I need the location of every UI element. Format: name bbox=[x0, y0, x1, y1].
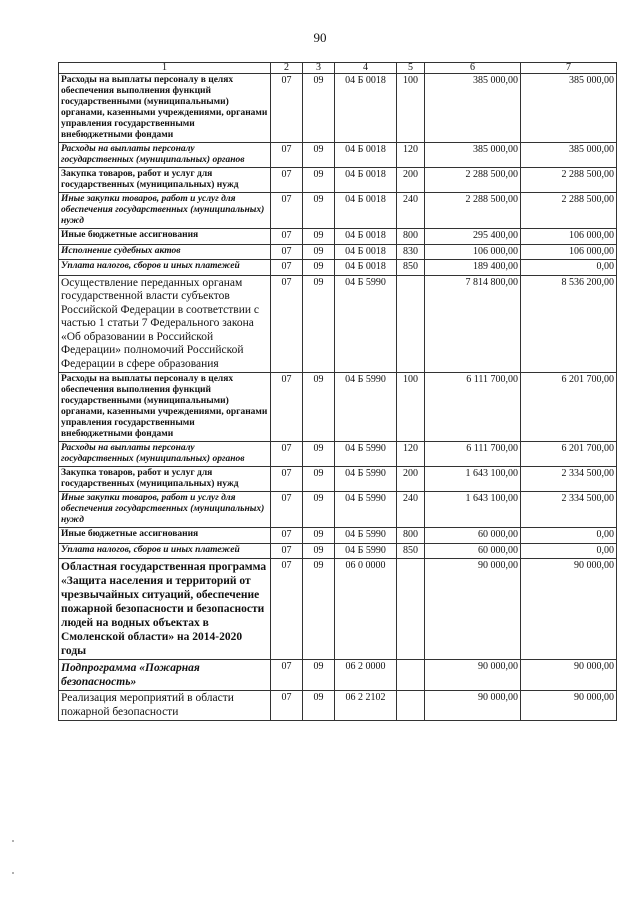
table-row bbox=[59, 74, 617, 143]
table-row bbox=[59, 244, 617, 260]
table-row bbox=[59, 260, 617, 276]
row-target-article: 04 Б 0018 bbox=[335, 74, 397, 143]
row-amount-year-1: 106 000,00 bbox=[425, 244, 521, 260]
row-expense-type: 850 bbox=[397, 260, 425, 276]
row-amount-year-2: 6 201 700,00 bbox=[521, 442, 617, 467]
row-target-article: 04 Б 0018 bbox=[335, 193, 397, 229]
row-name: Областная государственная программа «Защита населения и территорий от чрезвычайных ситуаций, обеспечение пожарной безопасности и безопасности людей на водных объектах в Смоленской области» на 2014-2020 годы bbox=[59, 559, 271, 660]
table-row bbox=[59, 229, 617, 245]
row-amount-year-2: 90 000,00 bbox=[521, 660, 617, 691]
row-expense-type: 100 bbox=[397, 373, 425, 442]
row-name: Иные закупки товаров, работ и услуг для обеспечения государственных (муниципальных) нужд bbox=[59, 193, 271, 229]
row-subsection: 09 bbox=[303, 467, 335, 492]
row-target-article: 06 2 0000 bbox=[335, 660, 397, 691]
row-section: 07 bbox=[271, 442, 303, 467]
row-target-article: 04 Б 0018 bbox=[335, 260, 397, 276]
row-amount-year-2: 385 000,00 bbox=[521, 143, 617, 168]
row-section: 07 bbox=[271, 467, 303, 492]
row-subsection: 09 bbox=[303, 442, 335, 467]
row-section: 07 bbox=[271, 373, 303, 442]
row-subsection: 09 bbox=[303, 660, 335, 691]
table-row bbox=[59, 691, 617, 721]
row-subsection: 09 bbox=[303, 275, 335, 373]
row-section: 07 bbox=[271, 528, 303, 544]
row-section: 07 bbox=[271, 691, 303, 721]
header-col-1: 1 bbox=[59, 63, 271, 74]
scan-artifact bbox=[12, 872, 14, 874]
row-section: 07 bbox=[271, 260, 303, 276]
row-amount-year-1: 6 111 700,00 bbox=[425, 373, 521, 442]
row-expense-type: 850 bbox=[397, 543, 425, 559]
table-row bbox=[59, 168, 617, 193]
row-section: 07 bbox=[271, 492, 303, 528]
row-expense-type: 120 bbox=[397, 143, 425, 168]
row-subsection: 09 bbox=[303, 244, 335, 260]
row-amount-year-2: 0,00 bbox=[521, 528, 617, 544]
row-name: Расходы на выплаты персоналу государственных (муниципальных) органов bbox=[59, 143, 271, 168]
row-expense-type: 200 bbox=[397, 168, 425, 193]
row-expense-type: 240 bbox=[397, 193, 425, 229]
row-amount-year-2: 2 334 500,00 bbox=[521, 467, 617, 492]
row-amount-year-1: 385 000,00 bbox=[425, 74, 521, 143]
row-name: Осуществление переданных органам государственной власти субъектов Российской Федерации в соответствии с частью 1 статьи 7 Федерального закона «Об образовании в Российской Федерации» полномочий Российской Федерации в сфере образования bbox=[59, 275, 271, 373]
row-section: 07 bbox=[271, 660, 303, 691]
table-row bbox=[59, 467, 617, 492]
table-header-row bbox=[59, 63, 617, 74]
row-section: 07 bbox=[271, 543, 303, 559]
row-section: 07 bbox=[271, 244, 303, 260]
row-name: Уплата налогов, сборов и иных платежей bbox=[59, 543, 271, 559]
row-amount-year-2: 6 201 700,00 bbox=[521, 373, 617, 442]
row-section: 07 bbox=[271, 559, 303, 660]
row-subsection: 09 bbox=[303, 168, 335, 193]
row-section: 07 bbox=[271, 275, 303, 373]
row-amount-year-1: 6 111 700,00 bbox=[425, 442, 521, 467]
table-row bbox=[59, 143, 617, 168]
row-subsection: 09 bbox=[303, 143, 335, 168]
row-subsection: 09 bbox=[303, 691, 335, 721]
header-col-5: 5 bbox=[397, 63, 425, 74]
row-amount-year-2: 90 000,00 bbox=[521, 559, 617, 660]
page-number: 90 bbox=[313, 30, 327, 45]
row-section: 07 bbox=[271, 168, 303, 193]
row-expense-type: 120 bbox=[397, 442, 425, 467]
row-name: Исполнение судебных актов bbox=[59, 244, 271, 260]
row-amount-year-1: 90 000,00 bbox=[425, 660, 521, 691]
table-row bbox=[59, 559, 617, 660]
row-amount-year-2: 0,00 bbox=[521, 260, 617, 276]
row-name: Иные бюджетные ассигнования bbox=[59, 229, 271, 245]
row-target-article: 04 Б 0018 bbox=[335, 229, 397, 245]
row-expense-type bbox=[397, 691, 425, 721]
row-target-article: 04 Б 5990 bbox=[335, 543, 397, 559]
budget-table bbox=[58, 62, 617, 721]
row-amount-year-2: 385 000,00 bbox=[521, 74, 617, 143]
row-subsection: 09 bbox=[303, 492, 335, 528]
row-amount-year-1: 7 814 800,00 bbox=[425, 275, 521, 373]
row-target-article: 04 Б 5990 bbox=[335, 492, 397, 528]
row-expense-type: 100 bbox=[397, 74, 425, 143]
row-amount-year-1: 1 643 100,00 bbox=[425, 467, 521, 492]
row-name: Подпрограмма «Пожарная безопасность» bbox=[59, 660, 271, 691]
row-section: 07 bbox=[271, 143, 303, 168]
row-name: Расходы на выплаты персоналу государственных (муниципальных) органов bbox=[59, 442, 271, 467]
row-subsection: 09 bbox=[303, 74, 335, 143]
header-col-3: 3 bbox=[303, 63, 335, 74]
row-target-article: 04 Б 5990 bbox=[335, 373, 397, 442]
row-name: Реализация мероприятий в области пожарной безопасности bbox=[59, 691, 271, 721]
row-section: 07 bbox=[271, 193, 303, 229]
row-target-article: 04 Б 0018 bbox=[335, 168, 397, 193]
row-amount-year-1: 2 288 500,00 bbox=[425, 168, 521, 193]
row-name: Закупка товаров, работ и услуг для государственных (муниципальных) нужд bbox=[59, 467, 271, 492]
row-target-article: 06 0 0000 bbox=[335, 559, 397, 660]
row-name: Расходы на выплаты персоналу в целях обеспечения выполнения функций государственными (муниципальными) органами, казенными учреждениями, органами управления государственными внебюджетными фондами bbox=[59, 74, 271, 143]
row-subsection: 09 bbox=[303, 528, 335, 544]
row-name: Закупка товаров, работ и услуг для государственных (муниципальных) нужд bbox=[59, 168, 271, 193]
row-name: Иные бюджетные ассигнования bbox=[59, 528, 271, 544]
row-amount-year-1: 90 000,00 bbox=[425, 559, 521, 660]
table-row bbox=[59, 373, 617, 442]
row-expense-type bbox=[397, 559, 425, 660]
row-amount-year-2: 0,00 bbox=[521, 543, 617, 559]
row-subsection: 09 bbox=[303, 543, 335, 559]
row-amount-year-1: 295 400,00 bbox=[425, 229, 521, 245]
row-expense-type: 200 bbox=[397, 467, 425, 492]
row-subsection: 09 bbox=[303, 260, 335, 276]
row-amount-year-1: 60 000,00 bbox=[425, 528, 521, 544]
row-amount-year-2: 8 536 200,00 bbox=[521, 275, 617, 373]
header-col-2: 2 bbox=[271, 63, 303, 74]
row-target-article: 04 Б 5990 bbox=[335, 528, 397, 544]
row-target-article: 04 Б 5990 bbox=[335, 275, 397, 373]
header-col-6: 6 bbox=[425, 63, 521, 74]
row-subsection: 09 bbox=[303, 229, 335, 245]
table-row bbox=[59, 442, 617, 467]
table-row bbox=[59, 275, 617, 373]
row-name: Расходы на выплаты персоналу в целях обеспечения выполнения функций государственными (муниципальными) органами, казенными учреждениями, органами управления государственными внебюджетными фондами bbox=[59, 373, 271, 442]
row-amount-year-1: 2 288 500,00 bbox=[425, 193, 521, 229]
row-amount-year-1: 90 000,00 bbox=[425, 691, 521, 721]
row-name: Уплата налогов, сборов и иных платежей bbox=[59, 260, 271, 276]
row-target-article: 04 Б 5990 bbox=[335, 467, 397, 492]
row-subsection: 09 bbox=[303, 373, 335, 442]
table-row bbox=[59, 660, 617, 691]
scan-artifact bbox=[12, 840, 14, 842]
row-amount-year-1: 60 000,00 bbox=[425, 543, 521, 559]
row-target-article: 04 Б 0018 bbox=[335, 244, 397, 260]
row-amount-year-2: 2 334 500,00 bbox=[521, 492, 617, 528]
row-target-article: 04 Б 0018 bbox=[335, 143, 397, 168]
row-amount-year-2: 2 288 500,00 bbox=[521, 193, 617, 229]
table-row bbox=[59, 492, 617, 528]
row-name: Иные закупки товаров, работ и услуг для обеспечения государственных (муниципальных) нужд bbox=[59, 492, 271, 528]
row-target-article: 06 2 2102 bbox=[335, 691, 397, 721]
row-target-article: 04 Б 5990 bbox=[335, 442, 397, 467]
row-amount-year-2: 106 000,00 bbox=[521, 229, 617, 245]
row-expense-type: 800 bbox=[397, 229, 425, 245]
row-subsection: 09 bbox=[303, 559, 335, 660]
row-amount-year-1: 189 400,00 bbox=[425, 260, 521, 276]
row-subsection: 09 bbox=[303, 193, 335, 229]
row-section: 07 bbox=[271, 229, 303, 245]
row-expense-type: 830 bbox=[397, 244, 425, 260]
row-expense-type: 240 bbox=[397, 492, 425, 528]
row-amount-year-1: 385 000,00 bbox=[425, 143, 521, 168]
header-col-7: 7 bbox=[521, 63, 617, 74]
row-amount-year-2: 90 000,00 bbox=[521, 691, 617, 721]
row-section: 07 bbox=[271, 74, 303, 143]
row-amount-year-2: 106 000,00 bbox=[521, 244, 617, 260]
row-amount-year-1: 1 643 100,00 bbox=[425, 492, 521, 528]
row-amount-year-2: 2 288 500,00 bbox=[521, 168, 617, 193]
row-expense-type bbox=[397, 275, 425, 373]
table-row bbox=[59, 528, 617, 544]
row-expense-type: 800 bbox=[397, 528, 425, 544]
table-row bbox=[59, 193, 617, 229]
table-row bbox=[59, 543, 617, 559]
header-col-4: 4 bbox=[335, 63, 397, 74]
row-expense-type bbox=[397, 660, 425, 691]
